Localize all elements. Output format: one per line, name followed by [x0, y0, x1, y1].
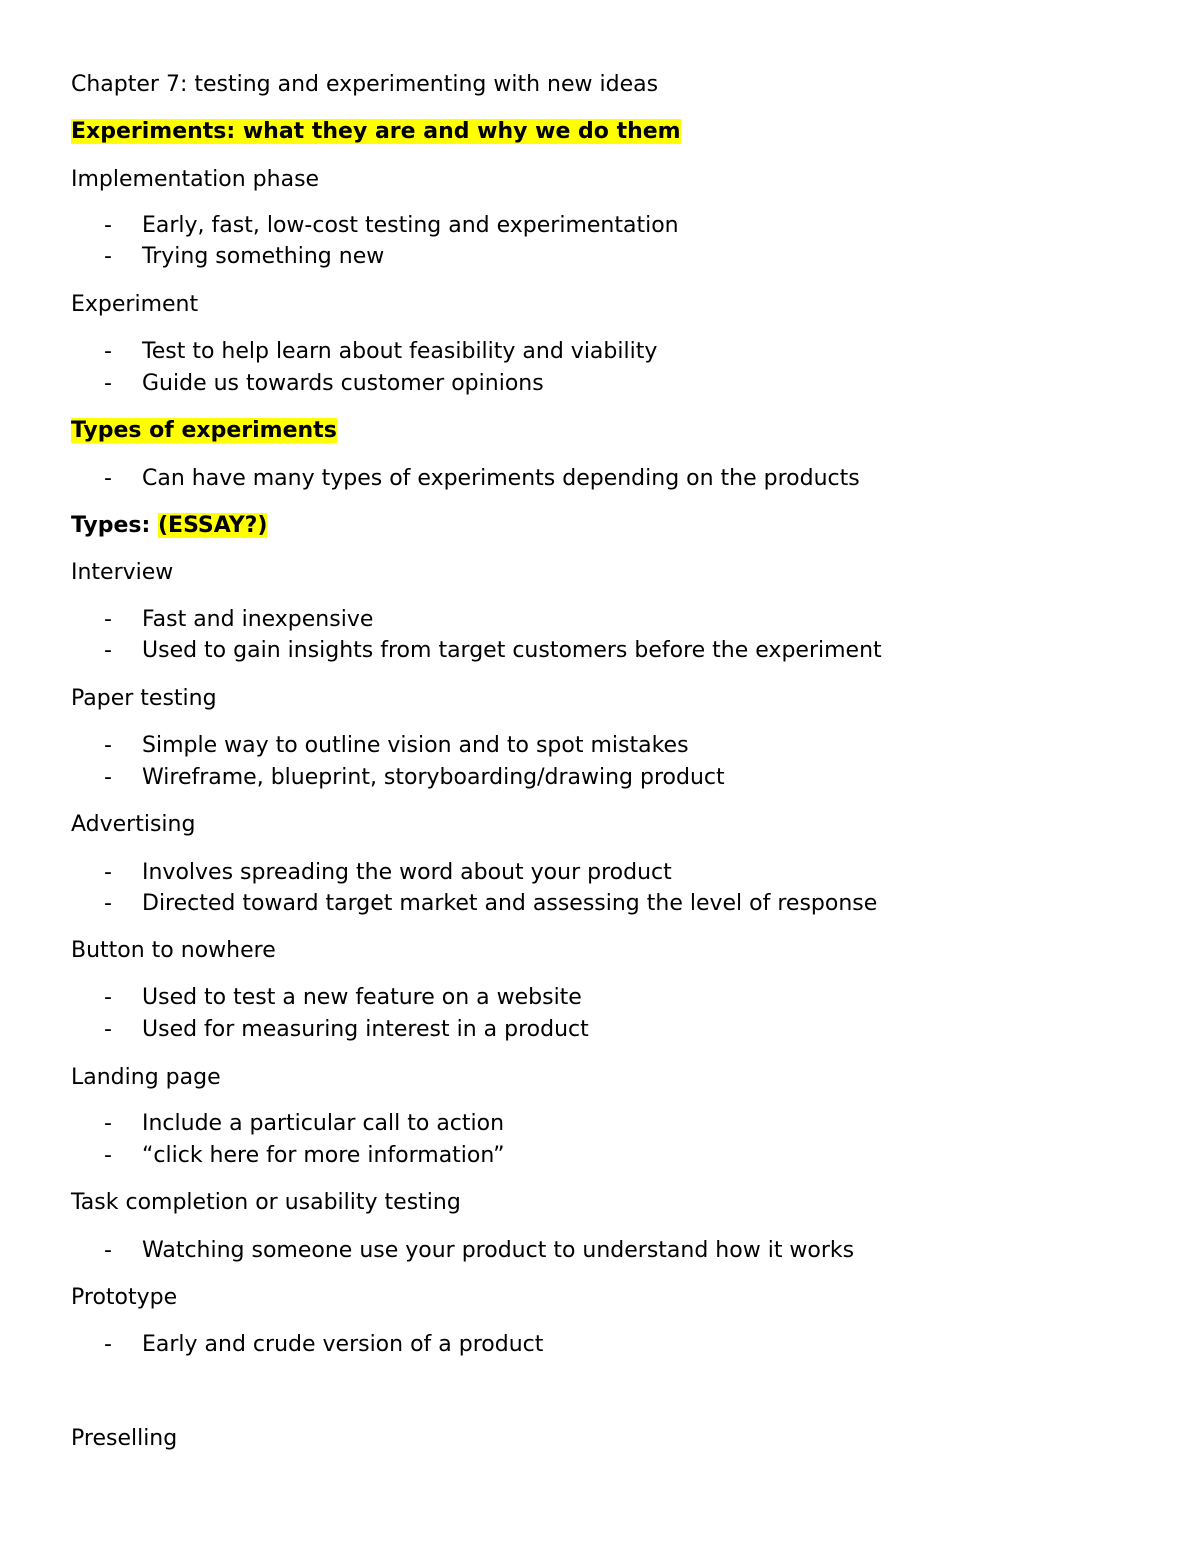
list-item: - Used for measuring interest in a product	[104, 1017, 589, 1042]
list-item: - Simple way to outline vision and to spot mistakes	[104, 733, 689, 758]
landing-page-label: Landing page	[71, 1065, 221, 1090]
experiment-label: Experiment	[71, 292, 199, 317]
types-label: Types:	[71, 513, 151, 538]
list-item: - Guide us towards customer opinions	[104, 371, 544, 396]
chapter-title: Chapter 7: testing and experimenting with new ideas	[71, 72, 659, 97]
list-item: - Can have many types of experiments depending on the products	[104, 466, 860, 491]
button-to-nowhere-label: Button to nowhere	[71, 938, 276, 963]
list-item: - Include a particular call to action	[104, 1111, 505, 1136]
essay-note: (ESSAY?)	[157, 513, 268, 538]
list-item: - Early, fast, low-cost testing and experimentation	[104, 213, 679, 238]
list-item: - Directed toward target market and assessing the level of response	[104, 891, 878, 916]
experiments-heading-text: Experiments: what they are and why we do them	[71, 119, 681, 144]
interview-label: Interview	[71, 560, 174, 585]
task-completion-label: Task completion or usability testing	[71, 1190, 461, 1215]
types-of-experiments-heading-text: Types of experiments	[71, 418, 337, 443]
types-of-experiments-heading	[71, 418, 337, 444]
experiments-heading	[71, 119, 681, 145]
list-item: - “click here for more information”	[104, 1143, 505, 1168]
list-item: - Involves spreading the word about your product	[104, 860, 672, 885]
implementation-phase-label: Implementation phase	[71, 167, 320, 192]
list-item: - Test to help learn about feasibility and viability	[104, 339, 658, 364]
prototype-label: Prototype	[71, 1285, 178, 1310]
list-item: - Fast and inexpensive	[104, 607, 374, 632]
paper-testing-label: Paper testing	[71, 686, 217, 711]
advertising-label: Advertising	[71, 812, 196, 837]
types-label-line	[71, 513, 267, 539]
list-item: - Trying something new	[104, 244, 385, 269]
list-item: - Early and crude version of a product	[104, 1332, 544, 1357]
list-item: - Used to test a new feature on a website	[104, 985, 582, 1010]
list-item: - Watching someone use your product to understand how it works	[104, 1238, 855, 1263]
list-item: - Used to gain insights from target customers before the experiment	[104, 638, 882, 663]
list-item: - Wireframe, blueprint, storyboarding/drawing product	[104, 765, 725, 790]
preselling-label: Preselling	[71, 1426, 178, 1451]
